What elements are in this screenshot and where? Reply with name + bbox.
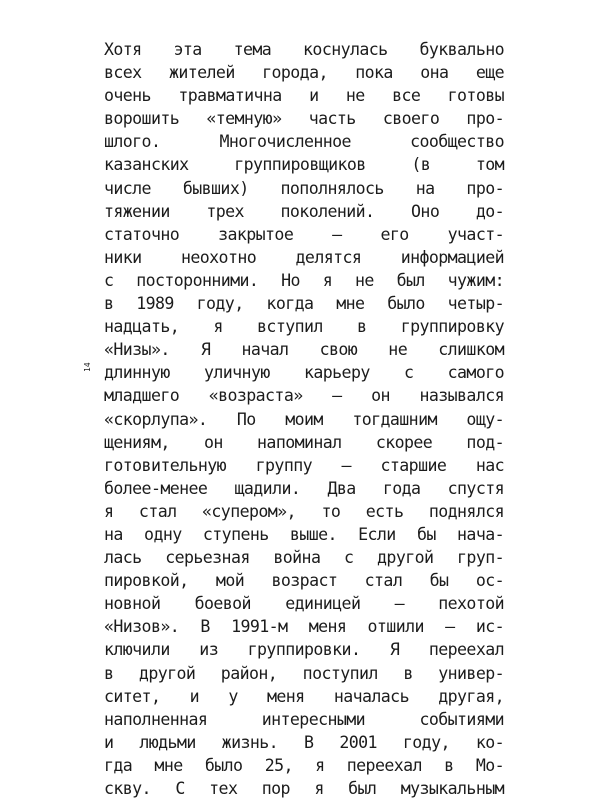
text-line: ворошить «темную» часть своего про- bbox=[104, 109, 504, 129]
text-line: щениям, он напоминал скорее под- bbox=[104, 432, 504, 452]
text-line: я стал «супером», то есть поднялся bbox=[104, 501, 504, 521]
text-line: надцать, я вступил в группировку bbox=[104, 317, 504, 337]
text-line: «скорлупа». По моим тогдашним ощу- bbox=[104, 409, 504, 429]
text-line: на одну ступень выше. Если бы нача- bbox=[104, 524, 504, 544]
text-line: тяжении трех поколений. Оно до- bbox=[104, 201, 504, 221]
text-line: более-менее щадили. Два года спустя bbox=[104, 478, 504, 498]
text-line: новной боевой единицей — пехотой bbox=[104, 594, 504, 614]
text-line: ключили из группировки. Я переехал bbox=[104, 640, 504, 660]
text-line: всех жителей города, пока она еще bbox=[104, 63, 504, 83]
text-line: казанских группировщиков (в том bbox=[104, 155, 504, 175]
text-line: длинную уличную карьеру с самого bbox=[104, 363, 504, 383]
text-line: наполненная интересными событиями bbox=[104, 709, 504, 729]
text-line: младшего «возраста» — он назывался bbox=[104, 386, 504, 406]
text-line: пировкой, мой возраст стал бы ос- bbox=[104, 571, 504, 591]
page-number: 14 bbox=[83, 362, 92, 372]
text-line: очень травматична и не все готовы bbox=[104, 86, 504, 106]
text-line: в другой район, поступил в универ- bbox=[104, 663, 504, 683]
text-line: числе бывших) пополнялось на про- bbox=[104, 178, 504, 198]
text-line: скву. С тех пор я был музыкальным bbox=[104, 779, 504, 798]
text-line: лась серьезная война с другой груп- bbox=[104, 548, 504, 568]
text-line: готовительную группу — старшие нас bbox=[104, 455, 504, 475]
text-line: шлого. Многочисленное сообщество bbox=[104, 132, 504, 152]
text-line: Хотя эта тема коснулась буквально bbox=[104, 40, 504, 59]
text-line: ситет, и у меня началась другая, bbox=[104, 686, 504, 706]
text-line: статочно закрытое — его участ- bbox=[104, 224, 504, 244]
text-line: «Низов». В 1991-м меня отшили — ис- bbox=[104, 617, 504, 637]
text-line: ники неохотно делятся информацией bbox=[104, 247, 504, 267]
text-line: в 1989 году, когда мне было четыр- bbox=[104, 294, 504, 314]
text-line: с посторонними. Но я не был чужим: bbox=[104, 270, 504, 290]
text-line: «Низы». Я начал свою не слишком bbox=[104, 340, 504, 360]
body-text bbox=[104, 38, 504, 800]
text-line: гда мне было 25, я переехал в Мо- bbox=[104, 755, 504, 775]
text-line: и людьми жизнь. В 2001 году, ко- bbox=[104, 732, 504, 752]
